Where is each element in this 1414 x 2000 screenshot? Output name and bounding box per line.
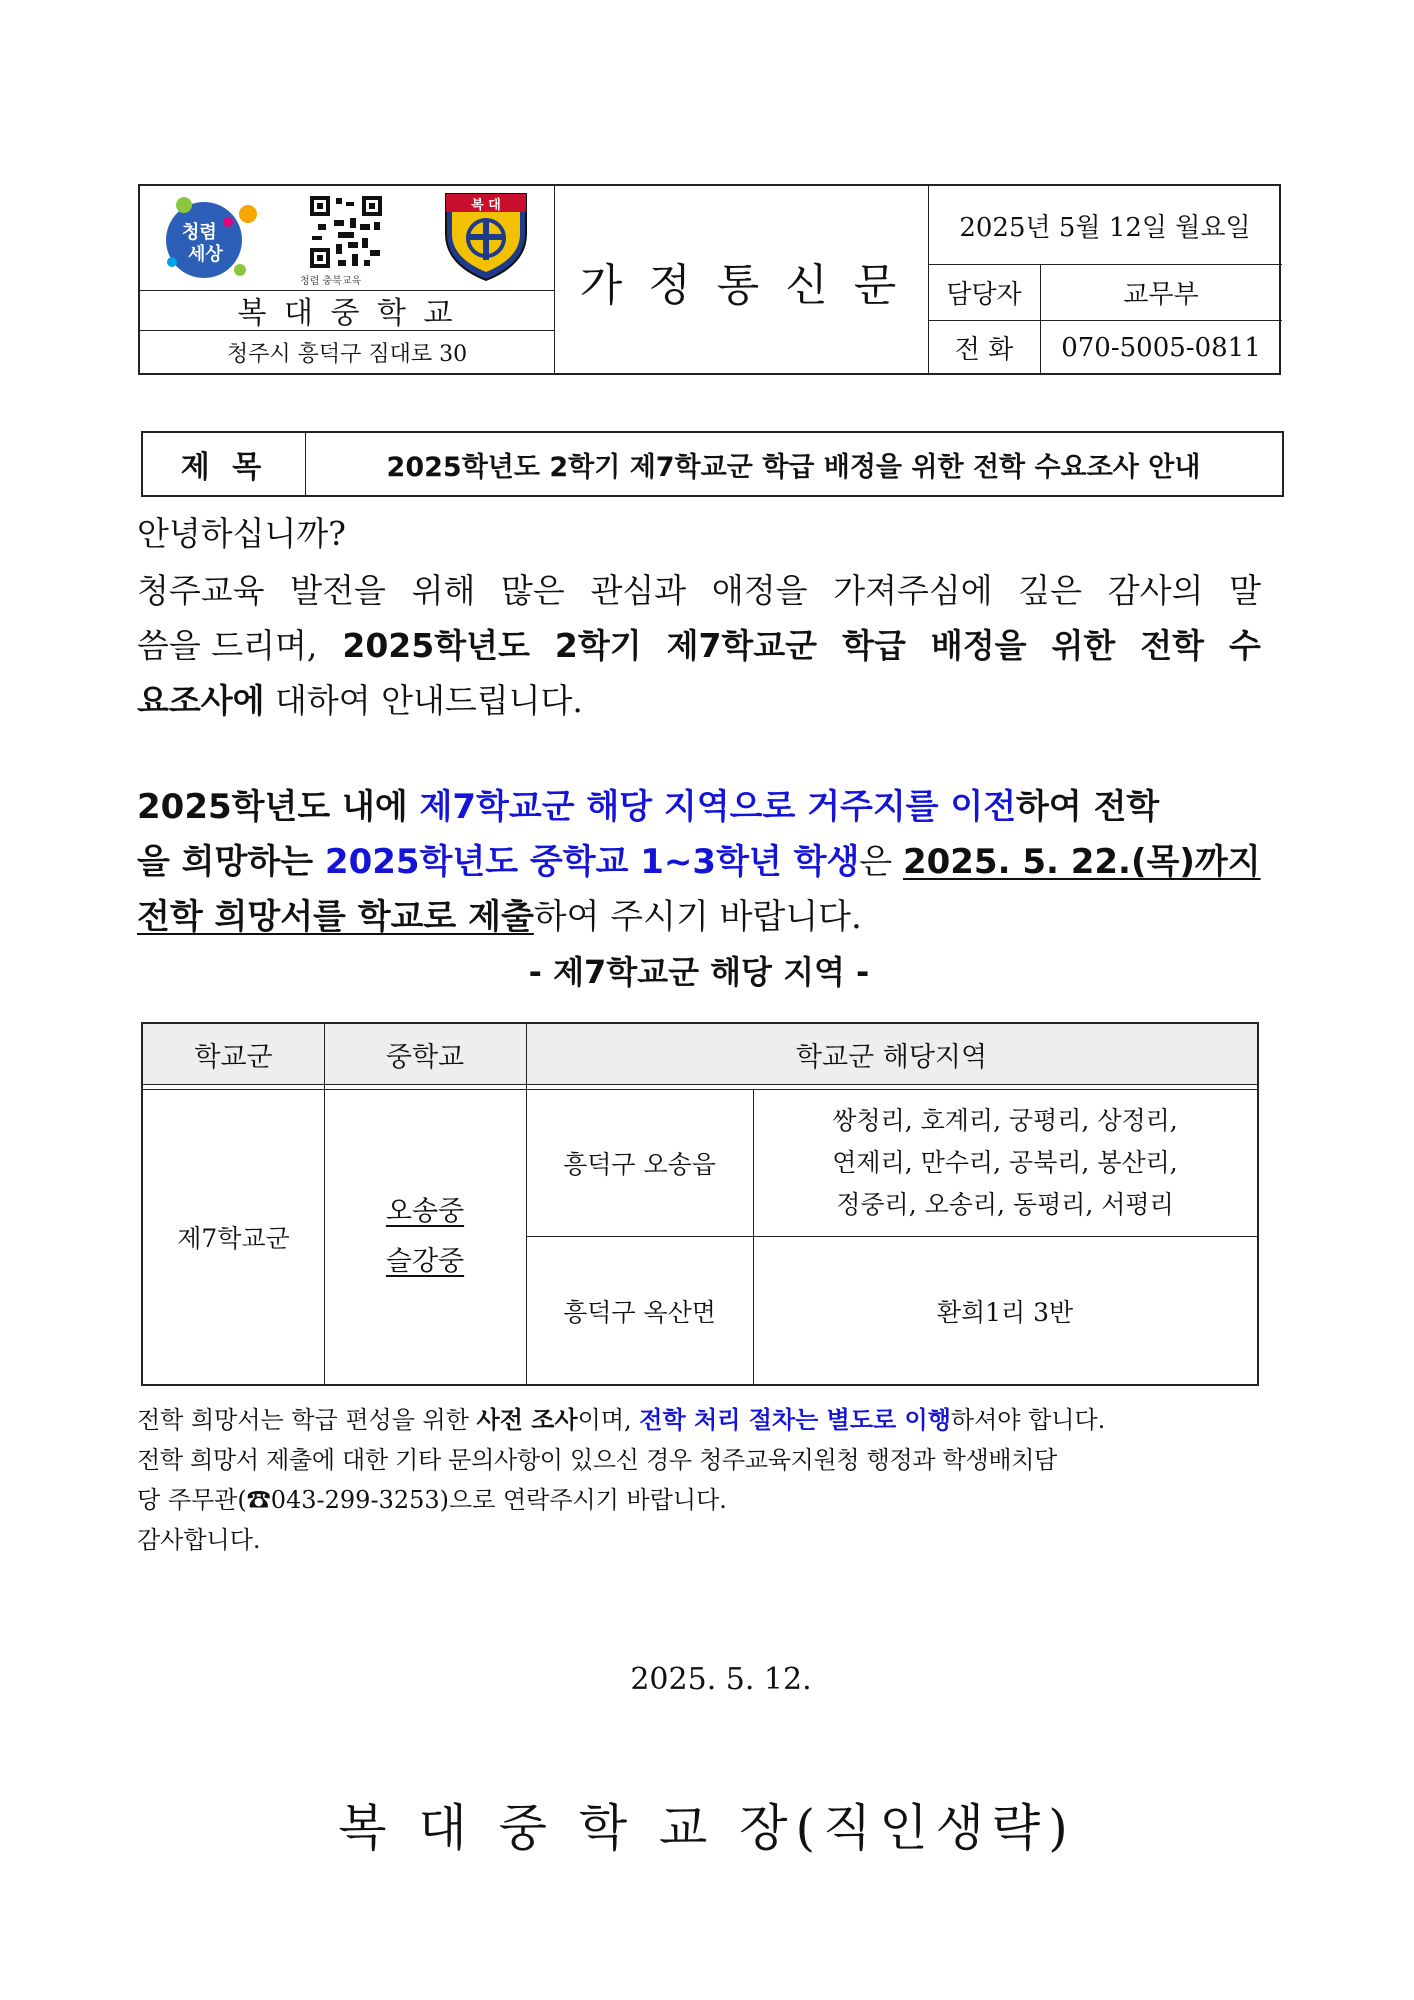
qr-caption: 청렴 충북교육 — [300, 276, 362, 287]
school-item: 오송중 — [385, 1195, 465, 1227]
intro-bold-word: 2학기 — [554, 626, 642, 665]
notice-text: 2025학년도 내에 — [137, 787, 420, 827]
principal-signature: 복 대 중 학 교 장(직인생략) — [338, 1799, 1076, 1857]
note-line-1 — [137, 1400, 1261, 1440]
letterhead-box — [138, 184, 1281, 375]
subject-box — [141, 431, 1284, 497]
intro-word: 발전을 — [290, 571, 386, 610]
manager-value: 교무부 — [1123, 279, 1199, 310]
intro-word: 청주교육 — [137, 571, 265, 610]
intro-text: 씀을 드리며, — [137, 626, 318, 665]
closing-date: 2025. 5. 12. — [630, 1662, 812, 1697]
school-item: 슬강중 — [385, 1245, 465, 1277]
notice-text: 을 희망하는 — [137, 842, 325, 882]
table-header-school: 중학교 — [385, 1041, 465, 1073]
qr-code — [308, 194, 384, 270]
district-areas: 환희1리 3반 — [936, 1297, 1074, 1327]
district-name: 흥덕구 옥산면 — [563, 1297, 716, 1327]
subject-title: 2025학년도 2학기 제7학교군 학급 배정을 위한 전학 수요조사 안내 — [386, 451, 1201, 483]
intro-word: 말 — [1229, 571, 1261, 610]
notice-line-1 — [137, 780, 1261, 835]
greeting: 안녕하십니까? — [137, 514, 346, 553]
intro-bold-word: 배정을 — [930, 626, 1027, 665]
school-list — [324, 1089, 526, 1384]
manager-label: 담당자 — [946, 279, 1022, 310]
note-line-2: 전학 희망서 제출에 대한 기타 문의사항이 있으신 경우 청주교육지원청 행정과 학생배치담 — [137, 1446, 1057, 1474]
district-name: 흥덕구 오송읍 — [563, 1149, 716, 1179]
region-table — [141, 1022, 1259, 1386]
notice-line-3 — [137, 890, 1261, 945]
intro-bold-word: 수 — [1229, 626, 1261, 665]
subject-label: 제 목 — [180, 450, 268, 485]
notice-deadline: 2025. 5. 22.(목)까지 — [902, 842, 1261, 882]
notice-text: 은 — [859, 842, 903, 882]
intro-word: 감사의 — [1107, 571, 1204, 610]
table-header-cluster: 학교군 — [194, 1041, 273, 1073]
phone-label: 전 화 — [954, 335, 1014, 365]
notice-text: 하여 주시기 바랍니다. — [533, 897, 862, 937]
issue-date: 2025년 5월 12일 월요일 — [959, 212, 1251, 243]
intro-word: 위해 — [411, 571, 476, 610]
notice-highlight: 2025학년도 중학교 1~3학년 학생 — [324, 842, 860, 882]
intro-line-1 — [137, 563, 1261, 618]
cluster-name: 제7학교군 — [177, 1223, 290, 1253]
phone-value: 070-5005-0811 — [1061, 332, 1261, 363]
note-line-4: 감사합니다. — [137, 1526, 261, 1554]
document-title: 가 정 통 신 문 — [579, 259, 903, 311]
area-line: 쌍청리, 호계리, 궁평리, 상정리, — [832, 1105, 1178, 1135]
intro-word: 관심과 — [590, 571, 687, 610]
area-line: 연제리, 만수리, 공북리, 봉산리, — [832, 1147, 1178, 1177]
clean-world-logo — [158, 192, 268, 284]
notice-line-2 — [137, 835, 1261, 890]
intro-bold-text: 요조사에 — [137, 681, 265, 720]
intro-word: 애정을 — [711, 571, 808, 610]
notice-highlight: 제7학교군 해당 지역으로 거주지를 이전 — [419, 787, 1017, 827]
intro-bold-word: 학급 — [842, 626, 906, 665]
note-text: 이며, — [577, 1406, 640, 1434]
intro-word: 깊은 — [1018, 571, 1083, 610]
intro-bold-word: 전학 — [1140, 626, 1204, 665]
intro-line-3 — [137, 673, 1261, 728]
district-areas — [753, 1089, 1257, 1236]
notice-submit-instruction: 전학 희망서를 학교로 제출 — [137, 897, 534, 937]
intro-bold-word: 위한 — [1051, 626, 1116, 665]
school-emblem — [442, 190, 530, 282]
intro-text: 대하여 안내드립니다. — [264, 681, 583, 720]
intro-word: 가져주심에 — [833, 571, 993, 610]
note-line-3: 당 주무관(☎043-299-3253)으로 연락주시기 바랍니다. — [137, 1486, 727, 1514]
intro-bold-word: 2025학년도 — [342, 626, 530, 665]
logo-text-2: 세상 — [188, 244, 223, 265]
intro-line-2 — [137, 618, 1261, 673]
note-text: 전학 희망서는 학급 편성을 위한 — [137, 1406, 477, 1434]
emblem-text: 복 대 — [471, 198, 501, 213]
note-highlight: 전학 처리 절차는 별도로 이행 — [639, 1406, 951, 1434]
logo-text-1: 청렴 — [182, 222, 217, 243]
school-name: 복 대 중 학 교 — [237, 296, 457, 331]
table-header-region: 학교군 해당지역 — [795, 1041, 988, 1073]
area-line: 정중리, 오송리, 동평리, 서평리 — [836, 1189, 1174, 1219]
notice-text: 하여 전학 — [1016, 787, 1160, 827]
note-bold: 사전 조사 — [476, 1406, 578, 1434]
school-address: 청주시 흥덕구 짐대로 30 — [226, 342, 468, 367]
region-heading: - 제7학교군 해당 지역 - — [528, 953, 870, 991]
intro-bold-word: 제7학교군 — [666, 626, 818, 665]
note-text: 하셔야 합니다. — [950, 1406, 1106, 1434]
intro-word: 많은 — [501, 571, 565, 610]
